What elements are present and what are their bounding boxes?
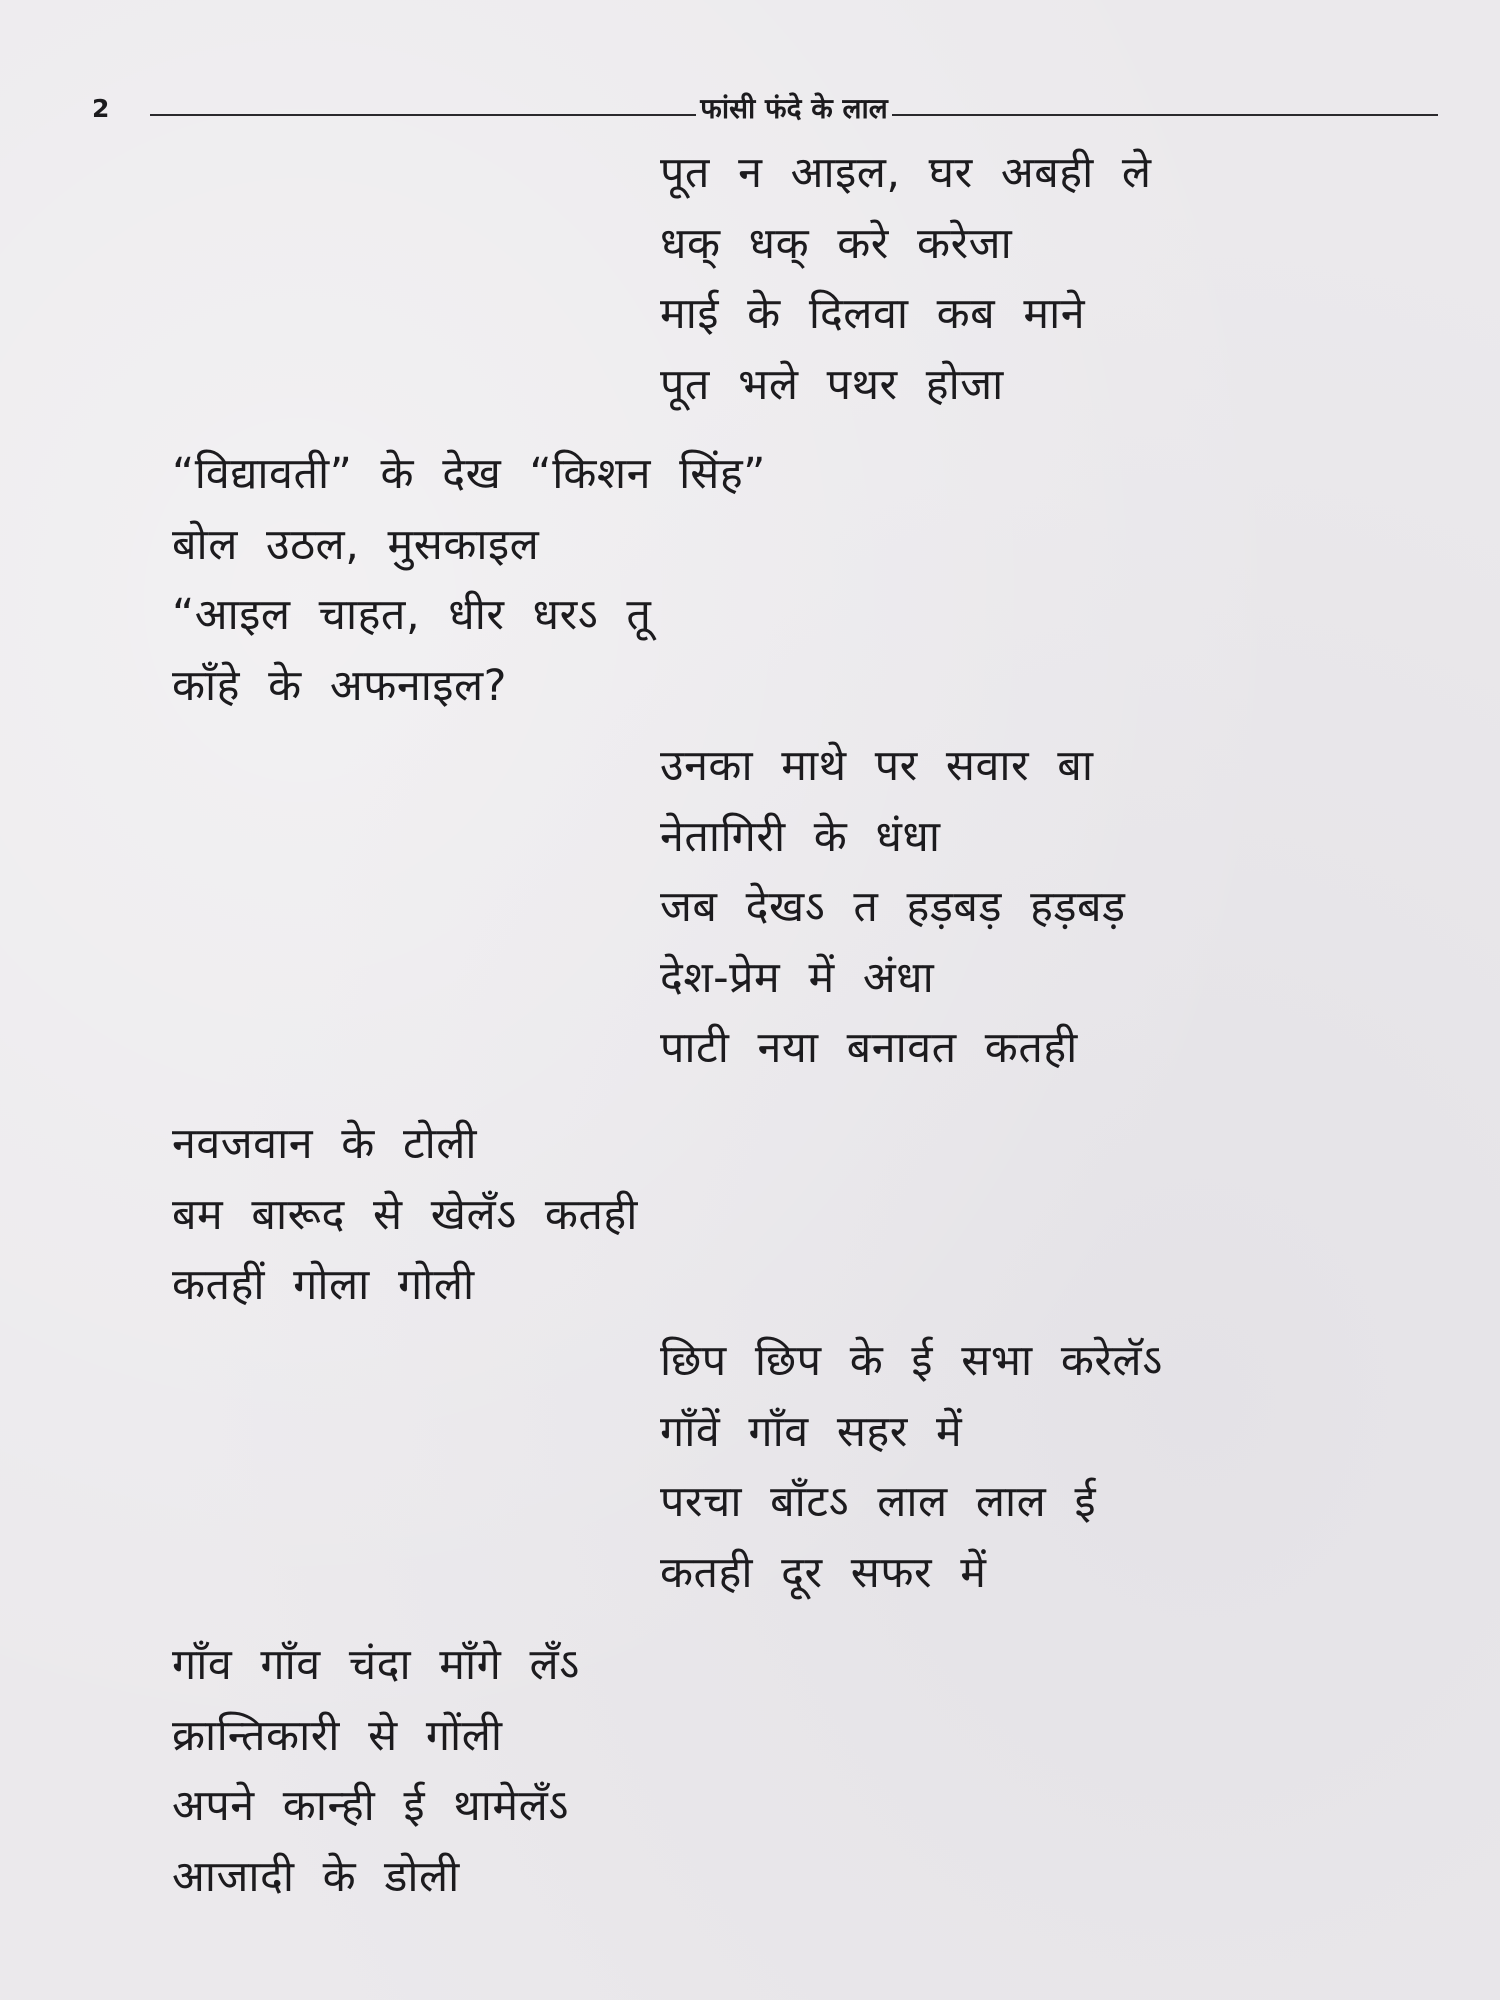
poem-line: “आइल चाहत, धीर धरऽ तू	[172, 590, 652, 640]
header-rule-right	[892, 114, 1438, 116]
book-title: फांसी फंदे के लाल	[700, 92, 888, 125]
poem-line: पाटी नया बनावत कतही	[660, 1023, 1078, 1073]
running-header	[92, 88, 1438, 128]
poem-line: नेतागिरी के धंधा	[660, 811, 941, 862]
poem-line: अपने कान्ही ई थामेलँऽ	[172, 1781, 569, 1831]
poem-line: छिप छिप के ई सभा करेलॅऽ	[660, 1336, 1163, 1386]
poem-line: पूत भले पथर होजा	[660, 359, 1004, 410]
poem-line: जब देखऽ त हड़बड़ हड़बड़	[660, 882, 1126, 932]
poem-line: बम बारूद से खेलँऽ कतही	[172, 1189, 638, 1240]
poem-line: पूत न आइल, घर अबही ले	[660, 148, 1152, 198]
poem-line: धक् धक् करे करेजा	[660, 218, 1013, 269]
poem-stanza	[660, 731, 1126, 1084]
poem-line: बोल उठल, मुसकाइल	[172, 519, 540, 570]
poem-line: क्रान्तिकारी से गोंली	[172, 1710, 503, 1761]
poem-line: नवजवान के टोली	[172, 1119, 478, 1169]
poem-stanza	[172, 1109, 638, 1321]
page-number: 2	[92, 93, 110, 123]
poem-stanza	[660, 138, 1152, 420]
header-rule-left	[150, 114, 696, 116]
poem-line: गाँवें गाँव सहर में	[660, 1406, 963, 1457]
poem-line: कतहीं गोला गोली	[172, 1260, 475, 1310]
poem-line: “विद्यावती” के देख “किशन सिंह”	[172, 449, 766, 499]
poem-stanza	[172, 439, 766, 721]
poem-stanza	[660, 1326, 1163, 1608]
poem-line: परचा बाँटऽ लाल लाल ई	[660, 1477, 1097, 1527]
poem-line: आजादी के डोली	[172, 1851, 460, 1902]
poem-line: देश-प्रेम में अंधा	[660, 952, 935, 1003]
poem-line: कतही दूर सफर में	[660, 1547, 987, 1598]
poem-line: माई के दिलवा कब माने	[660, 289, 1086, 339]
poem-line: गाँव गाँव चंदा माँगे लँऽ	[172, 1640, 580, 1690]
poem-stanza	[172, 1630, 580, 1912]
poem-line: काँहे के अफनाइल?	[172, 660, 507, 711]
poem-line: उनका माथे पर सवार बा	[660, 741, 1094, 791]
